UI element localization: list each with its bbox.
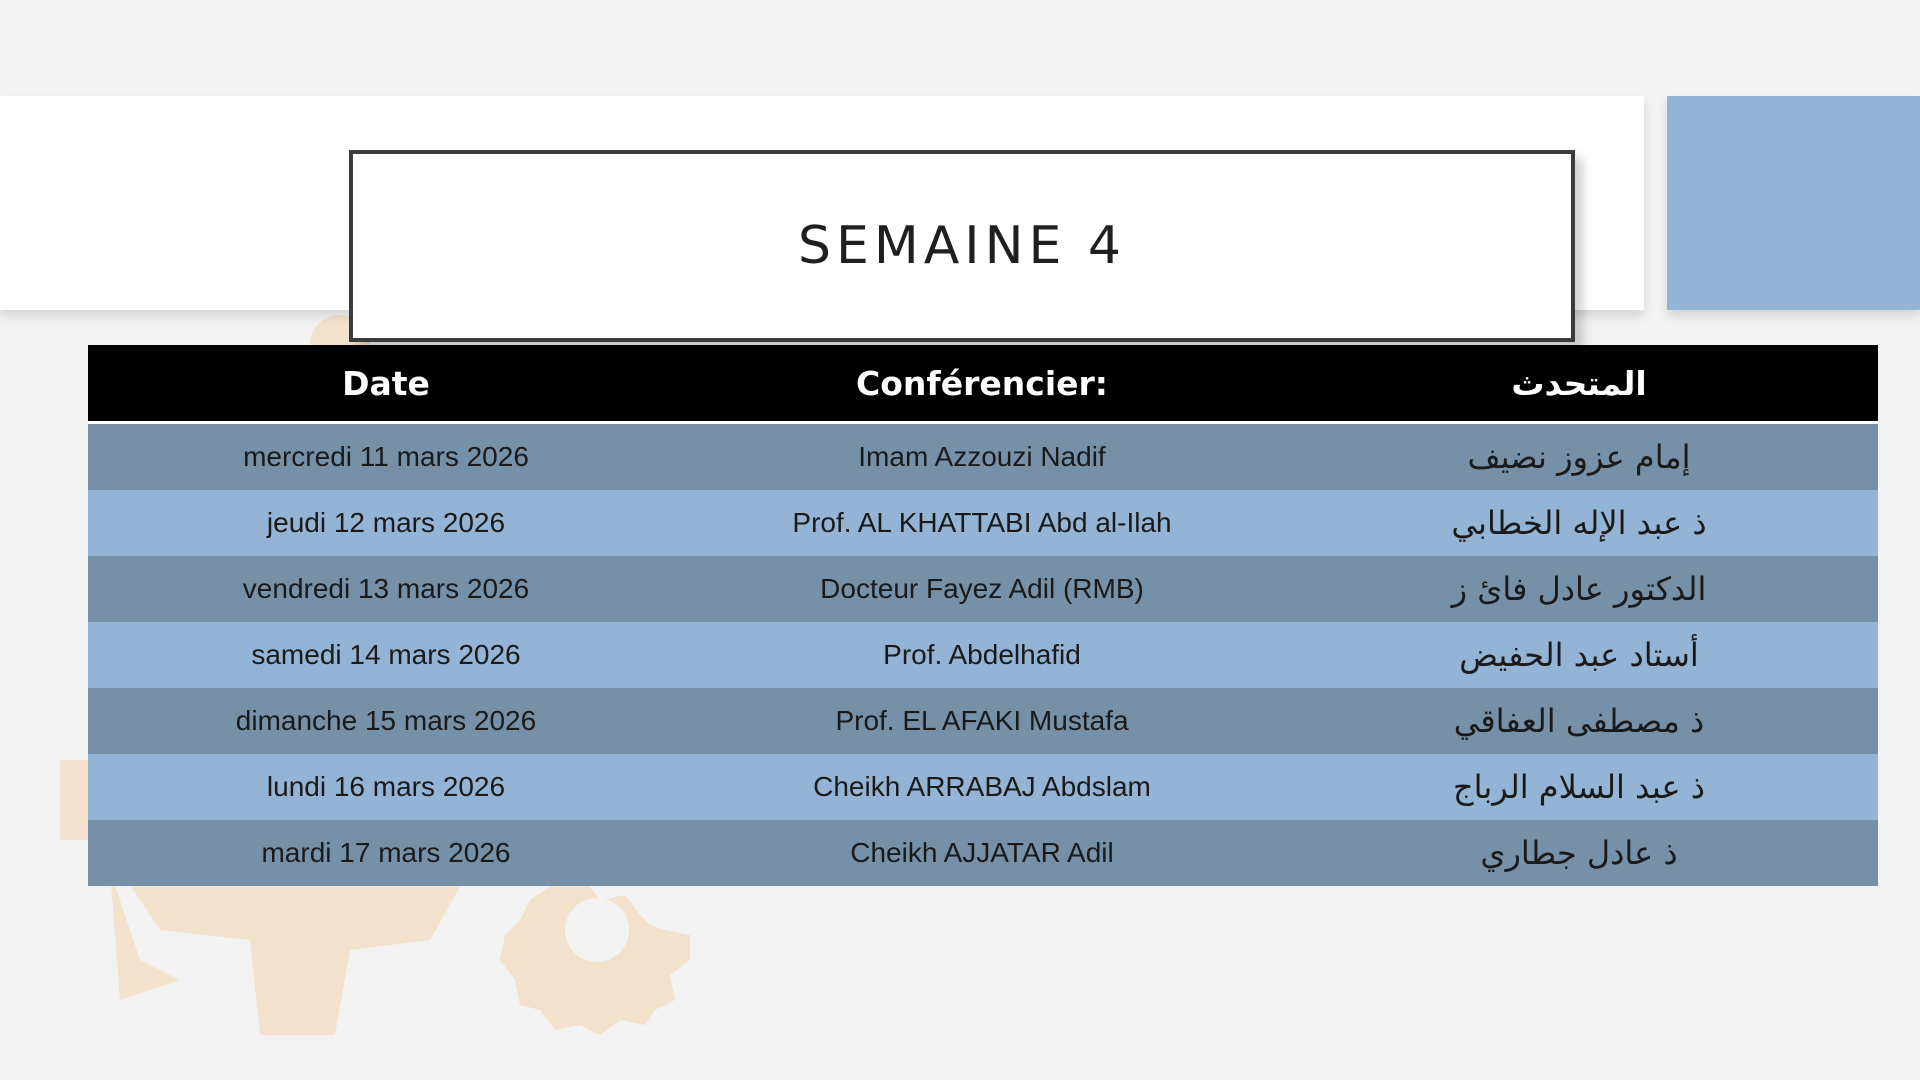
- table-header-row: [88, 345, 1878, 424]
- row-date: mardi 17 mars 2026: [261, 837, 511, 868]
- row-date: dimanche 15 mars 2026: [235, 705, 537, 736]
- row-date: vendredi 13 mars 2026: [242, 573, 530, 604]
- row-speaker-arabic: إمام عزوز نضيف: [1467, 438, 1691, 476]
- row-date: samedi 14 mars 2026: [251, 639, 521, 670]
- table-row: [88, 820, 1878, 886]
- row-speaker-arabic: أستاد عبد الحفيض: [1459, 636, 1699, 674]
- row-speaker-arabic: ذ مصطفى العفاقي: [1453, 702, 1705, 740]
- header-speaker-arabic: المتحدث: [1511, 363, 1647, 403]
- row-speaker: Cheikh AJJATAR Adil: [850, 837, 1114, 868]
- row-speaker-arabic: ذ عبد السلام الرباج: [1452, 768, 1705, 806]
- header-speaker: Conférencier:: [856, 363, 1108, 403]
- row-date: lundi 16 mars 2026: [266, 771, 506, 802]
- row-speaker-arabic: الدكتور عادل فائ ز: [1451, 570, 1707, 608]
- row-speaker: Docteur Fayez Adil (RMB): [820, 573, 1144, 604]
- header-date: Date: [342, 363, 430, 403]
- table-row: [88, 622, 1878, 688]
- row-speaker: Prof. Abdelhafid: [883, 639, 1081, 670]
- accent-square: [1667, 96, 1920, 310]
- row-date: mercredi 11 mars 2026: [243, 441, 529, 472]
- row-speaker: Cheikh ARRABAJ Abdslam: [813, 771, 1151, 802]
- row-speaker: Prof. EL AFAKI Mustafa: [835, 705, 1129, 736]
- row-speaker-arabic: ذ عبد الإله الخطابي: [1451, 504, 1707, 542]
- table-row: [88, 754, 1878, 820]
- schedule-table: [88, 345, 1878, 886]
- table-row: [88, 490, 1878, 556]
- row-date: jeudi 12 mars 2026: [266, 507, 506, 538]
- table-row: [88, 688, 1878, 754]
- title-box: [349, 150, 1575, 342]
- page-title: SEMAINE 4: [797, 216, 1126, 276]
- gear-icon: [500, 880, 690, 1035]
- row-speaker-arabic: ذ عادل جطاري: [1480, 834, 1678, 872]
- row-speaker: Prof. AL KHATTABI Abd al-Ilah: [792, 507, 1172, 538]
- table-row: [88, 556, 1878, 622]
- table-row: [88, 424, 1878, 490]
- row-speaker: Imam Azzouzi Nadif: [858, 441, 1106, 472]
